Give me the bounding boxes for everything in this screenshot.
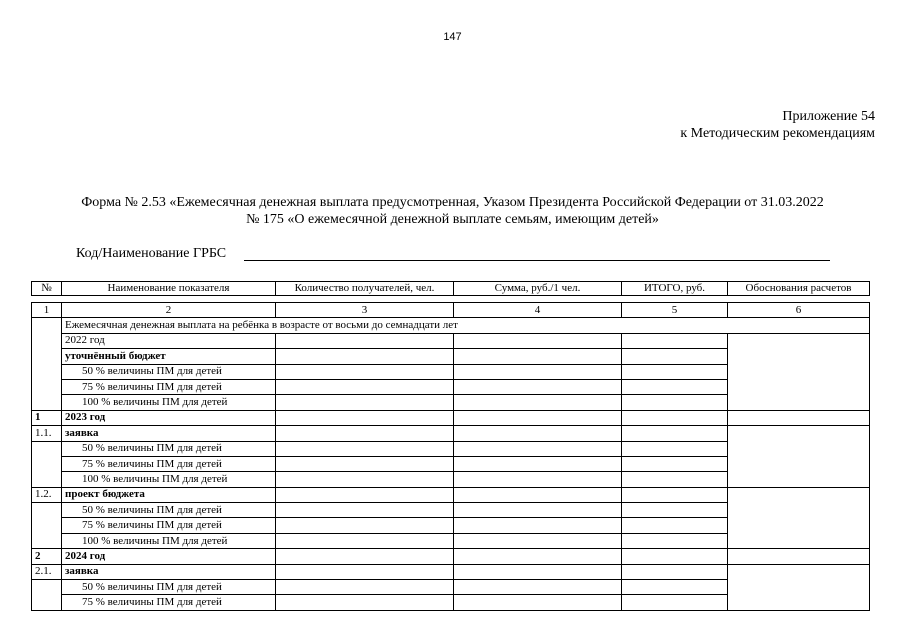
row-label: 100 % величины ПМ для детей [62, 395, 276, 410]
total-cell[interactable] [622, 349, 728, 364]
data-table [31, 302, 870, 611]
total-cell[interactable] [622, 379, 728, 394]
header-cell-recipients: Количество получателей, чел. [276, 282, 454, 296]
row-label: 50 % величины ПМ для детей [62, 441, 276, 456]
sum-cell[interactable] [454, 364, 622, 379]
justification-cell[interactable] [728, 410, 870, 425]
row-label: 50 % величины ПМ для детей [62, 503, 276, 518]
row-label: 75 % величины ПМ для детей [62, 456, 276, 471]
appendix-line-2: к Методическим рекомендациям [680, 126, 875, 141]
recipients-cell[interactable] [276, 349, 454, 364]
total-cell[interactable] [622, 518, 728, 533]
row-label: 2022 год [62, 333, 276, 348]
recipients-cell[interactable] [276, 487, 454, 502]
recipients-cell[interactable] [276, 518, 454, 533]
recipients-cell[interactable] [276, 379, 454, 394]
recipients-cell[interactable] [276, 549, 454, 564]
table-row [32, 426, 870, 441]
total-cell[interactable] [622, 533, 728, 548]
sum-cell[interactable] [454, 472, 622, 487]
row-label: 50 % величины ПМ для детей [62, 580, 276, 595]
table-row [32, 318, 870, 333]
column-number-row [32, 303, 870, 318]
row-label: 75 % величины ПМ для детей [62, 595, 276, 610]
total-cell[interactable] [622, 364, 728, 379]
row-number-cell [32, 318, 62, 410]
total-cell[interactable] [622, 395, 728, 410]
header-cell-justification: Обоснования расчетов [728, 282, 870, 296]
sum-cell[interactable] [454, 441, 622, 456]
sum-cell[interactable] [454, 533, 622, 548]
total-cell[interactable] [622, 333, 728, 348]
col-num-cell: 5 [622, 303, 728, 318]
total-cell[interactable] [622, 410, 728, 425]
total-cell[interactable] [622, 564, 728, 579]
total-cell[interactable] [622, 472, 728, 487]
sum-cell[interactable] [454, 379, 622, 394]
row-label: 100 % величины ПМ для детей [62, 472, 276, 487]
col-num-cell: 2 [62, 303, 276, 318]
sum-cell[interactable] [454, 395, 622, 410]
recipients-cell[interactable] [276, 580, 454, 595]
grbs-label: Код/Наименование ГРБС [76, 246, 227, 261]
sum-cell[interactable] [454, 410, 622, 425]
recipients-cell[interactable] [276, 564, 454, 579]
recipients-cell[interactable] [276, 503, 454, 518]
recipients-cell[interactable] [276, 472, 454, 487]
row-label: 50 % величины ПМ для детей [62, 364, 276, 379]
row-number-cell: 1.1. [32, 426, 62, 441]
row-label: 75 % величины ПМ для детей [62, 379, 276, 394]
sum-cell[interactable] [454, 595, 622, 610]
table-row [32, 549, 870, 564]
recipients-cell[interactable] [276, 333, 454, 348]
table-row [32, 333, 870, 348]
grbs-input-line[interactable] [244, 260, 830, 261]
sum-cell[interactable] [454, 503, 622, 518]
recipients-cell[interactable] [276, 595, 454, 610]
total-cell[interactable] [622, 426, 728, 441]
row-label: проект бюджета [62, 487, 276, 502]
row-label: заявка [62, 564, 276, 579]
table-row [32, 487, 870, 502]
header-cell-indicator: Наименование показателя [62, 282, 276, 296]
total-cell[interactable] [622, 549, 728, 564]
form-title-line-1: Форма № 2.53 «Ежемесячная денежная выплата предусмотренная, Указом Президента Российской Федерации от 31.03.2022 [81, 195, 824, 210]
header-cell-sum: Сумма, руб./1 чел. [454, 282, 622, 296]
header-row [32, 282, 870, 296]
sum-cell[interactable] [454, 426, 622, 441]
recipients-cell[interactable] [276, 456, 454, 471]
justification-cell[interactable] [728, 487, 870, 549]
sum-cell[interactable] [454, 580, 622, 595]
table-row [32, 564, 870, 579]
recipients-cell[interactable] [276, 533, 454, 548]
col-num-cell: 4 [454, 303, 622, 318]
form-title [30, 194, 875, 228]
row-label: 100 % величины ПМ для детей [62, 533, 276, 548]
col-num-cell: 6 [728, 303, 870, 318]
row-number-cell [32, 503, 62, 549]
row-label: 2023 год [62, 410, 276, 425]
row-number-cell: 1.2. [32, 487, 62, 502]
row-number-cell: 2.1. [32, 564, 62, 579]
total-cell[interactable] [622, 487, 728, 502]
row-number-cell: 2 [32, 549, 62, 564]
header-cell-total: ИТОГО, руб. [622, 282, 728, 296]
sum-cell[interactable] [454, 456, 622, 471]
sum-cell[interactable] [454, 564, 622, 579]
justification-cell[interactable] [728, 564, 870, 610]
recipients-cell[interactable] [276, 364, 454, 379]
sum-cell[interactable] [454, 549, 622, 564]
total-cell[interactable] [622, 580, 728, 595]
row-number-cell [32, 441, 62, 487]
appendix-line-1: Приложение 54 [782, 109, 875, 124]
table-row [32, 410, 870, 425]
form-title-line-2: № 175 «О ежемесячной денежной выплате семьям, имеющим детей» [246, 212, 659, 227]
justification-cell[interactable] [728, 426, 870, 488]
recipients-cell[interactable] [276, 410, 454, 425]
recipients-cell[interactable] [276, 441, 454, 456]
total-cell[interactable] [622, 441, 728, 456]
sum-cell[interactable] [454, 518, 622, 533]
section-title: Ежемесячная денежная выплата на ребёнка в возрасте от восьми до семнадцати лет [62, 318, 870, 333]
row-number-cell [32, 580, 62, 611]
total-cell[interactable] [622, 595, 728, 610]
total-cell[interactable] [622, 503, 728, 518]
row-number-cell: 1 [32, 410, 62, 425]
recipients-cell[interactable] [276, 395, 454, 410]
justification-cell[interactable] [728, 333, 870, 410]
row-label: 2024 год [62, 549, 276, 564]
sum-cell[interactable] [454, 349, 622, 364]
row-label: заявка [62, 426, 276, 441]
sum-cell[interactable] [454, 333, 622, 348]
col-num-cell: 3 [276, 303, 454, 318]
col-num-cell: 1 [32, 303, 62, 318]
appendix-caption [680, 108, 875, 142]
page-number: 147 [443, 31, 462, 43]
sum-cell[interactable] [454, 487, 622, 502]
justification-cell[interactable] [728, 549, 870, 564]
total-cell[interactable] [622, 456, 728, 471]
row-label: уточнённый бюджет [62, 349, 276, 364]
header-cell-number: № [32, 282, 62, 296]
header-table [31, 281, 870, 296]
row-label: 75 % величины ПМ для детей [62, 518, 276, 533]
recipients-cell[interactable] [276, 426, 454, 441]
